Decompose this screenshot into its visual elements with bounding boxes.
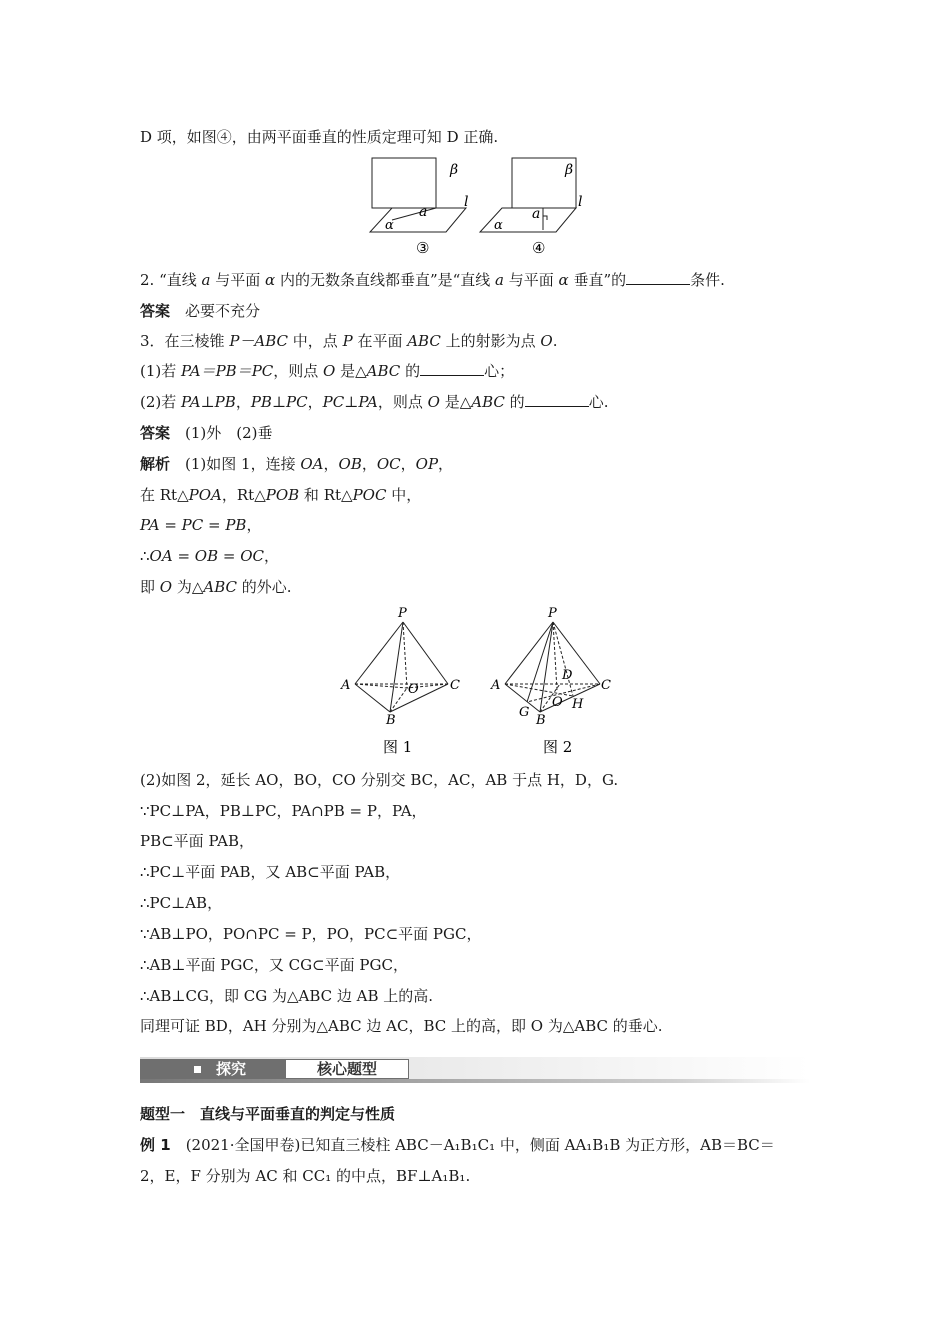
banner-tag-core: 核心题型 xyxy=(285,1059,409,1079)
caption-fig-3: ③ xyxy=(416,239,430,257)
caption-fig-4: ④ xyxy=(532,239,546,257)
figure-plane-diagrams xyxy=(360,150,590,260)
question-3-part-1: (1)若 PA＝PB＝PC，则点 O 是△ABC 的 心； xyxy=(140,362,515,380)
analysis-part2-line-9: 同理可证 BD，AH 分别为△ABC 边 AC，BC 上的高，即 O 为△ABC 的垂心. xyxy=(140,1017,663,1035)
question-2: 2. “直线 a 与平面 α 内的无数条直线都垂直”是“直线 a 与平面 α 垂直”的 条件. xyxy=(140,271,725,289)
label-O-2: O xyxy=(552,695,563,710)
analysis-part2-line-8: ∴AB⊥CG，即 CG 为△ABC 边 AB 上的高. xyxy=(140,987,434,1005)
label-A-2: A xyxy=(491,678,501,693)
answer-2: 答案 必要不充分 xyxy=(140,302,261,320)
answer-blank xyxy=(626,270,690,285)
example-1-line-2: 2，E，F 分别为 AC 和 CC₁ 的中点，BF⊥A₁B₁. xyxy=(140,1167,471,1185)
label-l-3: l xyxy=(464,194,469,210)
example-1-line-1: 例 1 (2021·全国甲卷)已知直三棱柱 ABC－A₁B₁C₁ 中，侧面 AA₁B₁B 为正方形，AB＝BC＝ xyxy=(140,1136,775,1154)
label-P-2: P xyxy=(548,606,557,621)
label-P-1: P xyxy=(398,606,407,621)
label-l-4: l xyxy=(578,194,583,210)
answer-blank xyxy=(525,392,589,407)
answer-blank xyxy=(420,361,484,376)
label-C-2: C xyxy=(601,678,611,693)
question-3-part-2: (2)若 PA⊥PB，PB⊥PC，PC⊥PA，则点 O 是△ABC 的 心. xyxy=(140,393,609,411)
label-beta-4: β xyxy=(565,162,574,178)
analysis-part2-line-1: (2)如图 2，延长 AO，BO，CO 分别交 BC，AC，AB 于点 H，D，G. xyxy=(140,771,619,789)
analysis-line-2: 在 Rt△POA，Rt△POB 和 Rt△POC 中， xyxy=(140,486,422,504)
label-B-2: B xyxy=(536,713,546,728)
label-a-4: a xyxy=(532,206,541,222)
label-D-2: D xyxy=(562,668,573,683)
answer-3: 答案 (1)外 (2)垂 xyxy=(140,424,273,442)
figure-1 xyxy=(355,622,448,712)
label-H-2: H xyxy=(572,697,584,712)
analysis-line-1: 解析 (1)如图 1，连接 OA，OB，OC，OP， xyxy=(140,455,454,473)
analysis-part2-line-3: PB⊂平面 PAB， xyxy=(140,832,255,850)
topic-heading: 题型一 直线与平面垂直的判定与性质 xyxy=(140,1105,396,1123)
label-A-1: A xyxy=(341,678,351,693)
square-bullet-icon xyxy=(194,1066,201,1073)
banner-underline xyxy=(140,1079,810,1083)
analysis-part2-line-4: ∴PC⊥平面 PAB，又 AB⊂平面 PAB， xyxy=(140,863,401,881)
analysis-line-3: PA = PC = PB， xyxy=(140,516,262,534)
analysis-part2-line-6: ∵AB⊥PO，PO∩PC = P，PO，PC⊂平面 PGC， xyxy=(140,925,482,943)
label-B-1: B xyxy=(386,713,396,728)
caption-fig-1: 图 1 xyxy=(383,738,413,756)
label-alpha-3: α xyxy=(385,218,394,233)
banner-left-label: 探究 xyxy=(216,1060,247,1078)
analysis-line-5: 即 O 为△ABC 的外心. xyxy=(140,578,292,596)
label-O-1: O xyxy=(408,682,419,697)
banner-tag-explore xyxy=(140,1059,285,1079)
label-a-3: a xyxy=(419,204,428,220)
label-C-1: C xyxy=(450,678,460,693)
label-beta-3: β xyxy=(450,162,459,178)
text-line-d-item: D 项，如图④，由两平面垂直的性质定理可知 D 正确. xyxy=(140,128,499,146)
question-3: 3．在三棱锥 P－ABC 中，点 P 在平面 ABC 上的射影为点 O. xyxy=(140,332,558,350)
figure-pyramids xyxy=(335,600,625,765)
caption-fig-2: 图 2 xyxy=(543,738,573,756)
analysis-part2-line-2: ∵PC⊥PA，PB⊥PC，PA∩PB = P，PA， xyxy=(140,802,427,820)
analysis-part2-line-5: ∴PC⊥AB， xyxy=(140,894,223,912)
label-G-2: G xyxy=(519,705,530,720)
analysis-part2-line-7: ∴AB⊥平面 PGC，又 CG⊂平面 PGC， xyxy=(140,956,408,974)
section-banner xyxy=(140,1057,810,1083)
analysis-line-4: ∴OA = OB = OC， xyxy=(140,547,279,565)
label-alpha-4: α xyxy=(494,218,503,233)
